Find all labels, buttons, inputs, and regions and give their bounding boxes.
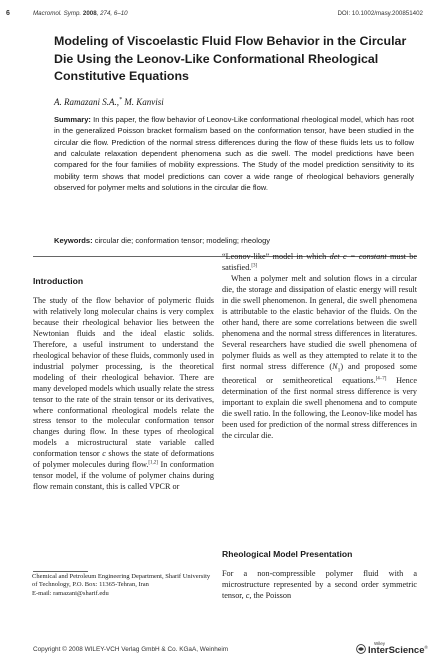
keywords-label: Keywords: — [54, 236, 93, 245]
affiliation-footnote — [32, 573, 212, 598]
body-text: For a non-compressible polymer fluid with a microstructure represented by a second order symmetric tensor, — [222, 569, 417, 600]
summary-text: In this paper, the flow behavior of Leonov-Like conformational rheological model, which has root in the generalized Poisson bracket formalism based on the conformation tensor, have been studied in the circular die flow. Prediction of the normal stress differences during the flow of these fluids lets us to follow and calculate relaxation dependent phenomena such as die swell. The model predictions have been compared for the four families of mobility expressions. The Study of the model prediction sensitivity to its mobility term shows that model predictions can cover a wide range of rheological behaviors generally observed for polymer melts and solutions in the circular die flow. — [54, 115, 414, 193]
introduction-paragraph-1 — [33, 296, 214, 493]
symbol-c: c — [102, 449, 106, 459]
introduction-paragraph-3 — [222, 274, 417, 442]
introduction-paragraph-2 — [222, 252, 417, 274]
intro-text: must be satisfied. — [222, 252, 418, 272]
doi: DOI: 10.1002/masy.200851402 — [337, 10, 423, 17]
logo-word: InterScience — [368, 645, 425, 657]
interscience-logo — [356, 641, 428, 659]
footnote-divider — [33, 571, 88, 572]
intro-text: In conformation tensor model, if the volume of polymer chains during flow remain constant, this is called VPCR or — [33, 460, 214, 492]
citation-ref: [4–7] — [375, 376, 387, 382]
rheological-model-heading: Rheological Model Presentation — [222, 549, 353, 559]
page-number: 6 — [6, 10, 10, 17]
intro-text: shows the state of deformations of polymer molecules during flow. — [33, 449, 214, 470]
author-2: M. Kanvisi — [122, 97, 164, 107]
corresponding-mark: * — [119, 97, 122, 103]
keywords — [54, 236, 270, 245]
citation-ref: [1,2] — [148, 460, 158, 466]
paper-title: Modeling of Viscoelastic Fluid Flow Behavior in the Circular Die Using the Leonov-Like Conformational Rheological Constitutive Equations — [54, 34, 407, 83]
journal-year: 2008 — [82, 10, 97, 17]
author-1: A. Ramazani S.A., — [54, 97, 119, 107]
equation-det-c: det c = constant — [329, 252, 387, 261]
authors — [54, 97, 164, 107]
journal-volume-pages: 274, 6–10 — [100, 10, 128, 17]
logo-small-text: Wiley — [374, 641, 385, 646]
symbol-n: N — [332, 361, 338, 371]
introduction-right-column — [222, 252, 417, 442]
symbol-c: c — [245, 590, 250, 600]
copyright: Copyright © 2008 WILEY-VCH Verlag GmbH & Co. KGaA, Weinheim — [33, 646, 229, 653]
keywords-text: circular die; conformation tensor; modeling; rheology — [92, 236, 271, 245]
rheological-model-text — [222, 569, 417, 602]
registered-mark: ® — [424, 645, 428, 650]
rheological-paragraph — [222, 569, 417, 602]
journal-citation: Macromol. Symp. 2008, 274, 6–10 — [33, 10, 128, 17]
journal-name: Macromol. Symp. — [33, 10, 82, 17]
intro-text: The study of the flow behavior of polymeric fluids with relatively long molecular chains is very complex because their rheological behavior lies between the Newtonian fluids and the ideal elastic solids. Therefore, a useful instrument to understand the rheological behavior of these fluids, commonly used in industrial polymer processing, is the theoretical modeling of their rheological behavior. There are many developed models which usually relate the stress tensor to the rate of the strain tensor or its derivatives, where conformational rheological models relate the stress tensor to the molecular conformation tensor changes during flow. In these types of rheological models a microstructural state variable called conformation tensor — [33, 296, 214, 459]
logo-wordmark — [368, 645, 428, 656]
introduction-left-column — [33, 296, 214, 493]
subscript-1: 1 — [337, 367, 341, 374]
body-text: , the Poisson — [249, 590, 292, 600]
introduction-heading: Introduction — [33, 276, 84, 286]
affiliation: Chemical and Petroleum Engineering Department, Sharif University of Technology, P.O. Box: 11365-Tehran, Iran — [32, 573, 211, 589]
intro-text: ) and proposed some theoretical or semitheoretical equations. — [222, 361, 417, 386]
summary-label: Summary: — [54, 115, 91, 124]
intro-text: “Leonov-like” model in which — [222, 252, 330, 261]
intro-text: Hence determination of the first normal stress difference is very important to explain die swell phenomena and to compute die swell ratio. In the following, the Leonov-like model has been used for prediction of the normal stress differences in the circular die. — [222, 376, 417, 440]
citation-ref: [3] — [251, 263, 258, 269]
intro-text: When a polymer melt and solution flows in a circular die, the storage and dissipation of elastic energy will result in die swell phenomenon. In general, die swell phenomena is attributable to the elastic behavior of the fluids. On the other hand, there are some correlations between die swell phenomena and the normal stress differences in literatures. Several researchers have studied die swell phenomena of polymer fluids as well as they attempted to relate it to the first normal stress difference ( — [222, 273, 417, 371]
summary — [54, 114, 414, 193]
author-email: E-mail: ramazani@sharif.edu — [32, 589, 109, 597]
interscience-logo-icon — [356, 644, 366, 654]
